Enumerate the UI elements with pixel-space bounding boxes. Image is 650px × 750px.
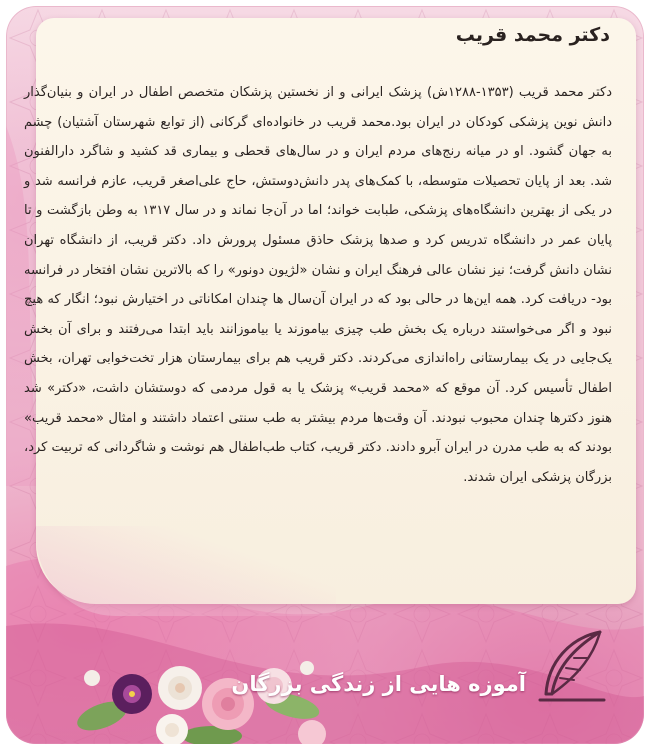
- feather-quill-icon: [530, 624, 614, 708]
- series-banner: آموزه هایی از زندگی بزرگان: [231, 672, 526, 696]
- article-body: دکتر محمد قریب (۱۳۵۳-۱۲۸۸ش) پزشک ایرانی و از نخستین پزشکان متخصص اطفال در ایران و بنیان‌گذار دانش نوین پزشکی کودکان در ایران بود.محمد قریب در خانواده‌ای گرکانی (از توابع شهرستان آشتیان) چشم به جهان گشود. او در میانه رنج‌های مردم ایران و در سال‌های قحطی و بیماری قد کشید و شاگرد دارالفنون شد. بعد از پایان تحصیلات متوسطه، با کمک‌های پدر دانش‌دوستش، حاج علی‌اصغر قریب، عازم فرانسه شد و در یکی از بهترین دانشگاه‌های پزشکی، طبابت خواند؛ اما در آن‌جا نماند و در سال ۱۳۱۷ به وطن بازگشت و تا پایان عمر در دانشگاه تدریس کرد و صدها پزشک حاذق مسئول پرورش داد. دکتر قریب، از دانشگاه تهران نشان دانش گرفت؛ نیز نشان عالی فرهنگ ایران و نشان «لژیون دونور» را که بالاترین نشان افتخار در فرانسه بود- دریافت کرد. همه این‌ها در حالی بود که در ایران آن‌سال ها چندان امکاناتی در اختیارش نبود؛ انگار که هیچ نبود و اگر می‌خواستند درباره یک بخش طب چیزی بیاموزند یا بیاموزانند باید ابتدا می‌رفتند و برای آن بخش یک‌جایی در یک بیمارستانی راه‌اندازی می‌کردند. دکتر قریب هم برای بیمارستان هزار تخت‌خوابی تهران، بخش اطفال تأسیس کرد. آن موقع که «محمد قریب» پزشک یا به قول مردمی که دوستشان داشت، «دکتر» شد هنوز دکترها چندان محبوب نبودند. آن وقت‌ها مردم بیشتر به طب سنتی اعتماد داشتند و امثال «محمد قریب» بودند که به طب مدرن در ایران آبرو دادند. دکتر قریب، کتاب طب‌اطفال هم نوشت و شاگردانی که تربیت کرد، بزرگان پزشکی ایران شدند.: [24, 85, 613, 485]
- poster-frame: [6, 6, 644, 744]
- article-title: دکتر محمد قریب: [455, 24, 610, 46]
